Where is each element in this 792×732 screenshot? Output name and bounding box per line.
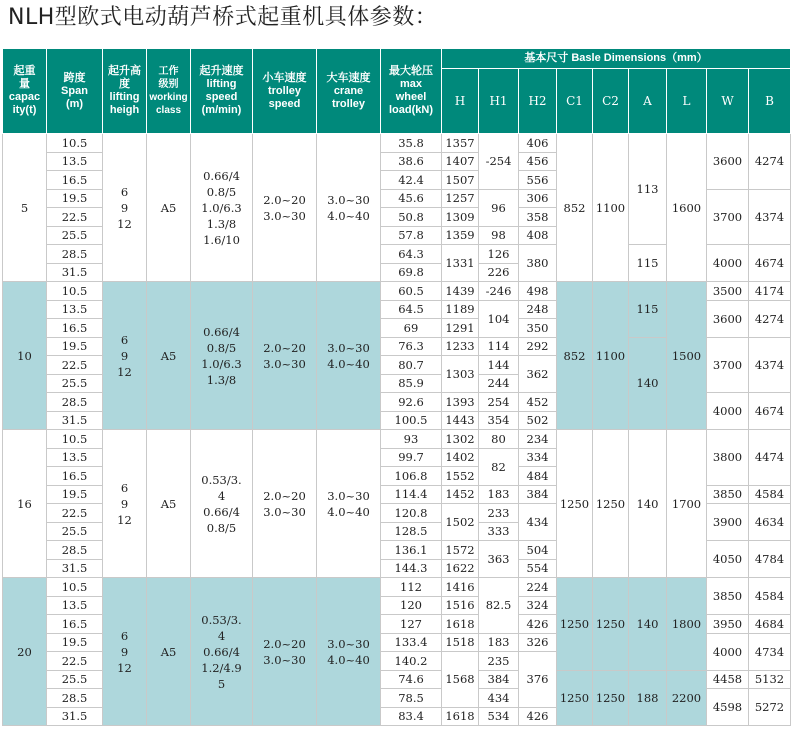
w-cell: 3700: [707, 337, 749, 393]
h1-cell: 82.5: [479, 578, 519, 634]
h1-cell: 96: [479, 189, 519, 226]
b-cell: 4274: [749, 134, 791, 190]
w-cell: 4000: [707, 393, 749, 430]
header-dim-a: A: [629, 69, 667, 134]
load-cell: 106.8: [381, 467, 442, 486]
load-cell: 100.5: [381, 411, 442, 430]
header-dim-l: L: [667, 69, 707, 134]
load-cell: 92.6: [381, 393, 442, 412]
header-span: 跨度 Span (m): [47, 49, 103, 134]
h-cell: 1302: [442, 430, 479, 449]
span-cell: 25.5: [47, 522, 103, 541]
a-cell: 113: [629, 134, 667, 245]
c2-cell: 1100: [593, 134, 629, 282]
header-dim-h: H: [442, 69, 479, 134]
h1-cell: 363: [479, 541, 519, 578]
c2-cell: 1250: [593, 670, 629, 726]
table-row: [3, 282, 791, 301]
parameters-table: [2, 48, 791, 726]
load-cell: 80.7: [381, 356, 442, 375]
h2-cell: 484: [519, 467, 557, 486]
l-cell: 1600: [667, 134, 707, 282]
load-cell: 76.3: [381, 337, 442, 356]
w-cell: 3800: [707, 430, 749, 486]
working-class-cell: A5: [147, 578, 191, 726]
working-class-cell: A5: [147, 134, 191, 282]
h2-cell: 456: [519, 152, 557, 171]
capacity-cell: 20: [3, 578, 47, 726]
h-cell: 1331: [442, 245, 479, 282]
h-cell: 1233: [442, 337, 479, 356]
span-cell: 19.5: [47, 189, 103, 208]
h1-cell: 226: [479, 263, 519, 282]
load-cell: 133.4: [381, 633, 442, 652]
h1-cell: 80: [479, 430, 519, 449]
h2-cell: 326: [519, 633, 557, 652]
w-cell: 4458: [707, 670, 749, 689]
h-cell: 1443: [442, 411, 479, 430]
span-cell: 22.5: [47, 652, 103, 671]
span-cell: 10.5: [47, 282, 103, 301]
lift-height-cell: 6 9 12: [103, 578, 147, 726]
w-cell: 3600: [707, 300, 749, 337]
w-cell: 3850: [707, 485, 749, 504]
h2-cell: 306: [519, 189, 557, 208]
h2-cell: 334: [519, 448, 557, 467]
trolley-speed-cell: 2.0~20 3.0~30: [253, 430, 317, 578]
lift-height-cell: 6 9 12: [103, 282, 147, 430]
capacity-cell: 16: [3, 430, 47, 578]
b-cell: 5272: [749, 689, 791, 726]
header-working-class: 工作 级别 working class: [147, 49, 191, 134]
h1-cell: 144: [479, 356, 519, 375]
h1-cell: 82: [479, 448, 519, 485]
h-cell: 1291: [442, 319, 479, 338]
lift-height-cell: 6 9 12: [103, 430, 147, 578]
l-cell: 1700: [667, 430, 707, 578]
load-cell: 78.5: [381, 689, 442, 708]
load-cell: 85.9: [381, 374, 442, 393]
h2-cell: 498: [519, 282, 557, 301]
b-cell: 4734: [749, 633, 791, 670]
b-cell: 4274: [749, 300, 791, 337]
span-cell: 25.5: [47, 226, 103, 245]
lifting-speed-cell: 0.66/4 0.8/5 1.0/6.3 1.3/8 1.6/10: [191, 134, 253, 282]
h1-cell: 114: [479, 337, 519, 356]
w-cell: 3500: [707, 282, 749, 301]
header-lift-height: 起升高 度 lifting heigh: [103, 49, 147, 134]
span-cell: 10.5: [47, 134, 103, 153]
b-cell: 4174: [749, 282, 791, 301]
h-cell: 1518: [442, 633, 479, 652]
h1-cell: 98: [479, 226, 519, 245]
h1-cell: 384: [479, 670, 519, 689]
l-cell: 1500: [667, 282, 707, 430]
h2-cell: 376: [519, 652, 557, 708]
working-class-cell: A5: [147, 430, 191, 578]
h1-cell: 235: [479, 652, 519, 671]
h1-cell: 126: [479, 245, 519, 264]
span-cell: 16.5: [47, 467, 103, 486]
header-capacity: 起重 量 capac ity(t): [3, 49, 47, 134]
span-cell: 25.5: [47, 670, 103, 689]
table-row: [3, 134, 791, 153]
capacity-cell: 10: [3, 282, 47, 430]
h2-cell: 426: [519, 615, 557, 634]
c1-cell: 852: [557, 134, 593, 282]
span-cell: 16.5: [47, 171, 103, 190]
l-cell: 2200: [667, 670, 707, 726]
w-cell: 4000: [707, 633, 749, 670]
h2-cell: 324: [519, 596, 557, 615]
span-cell: 13.5: [47, 300, 103, 319]
trolley-speed-cell: 2.0~20 3.0~30: [253, 578, 317, 726]
h1-cell: 104: [479, 300, 519, 337]
span-cell: 13.5: [47, 152, 103, 171]
lifting-speed-cell: 0.66/4 0.8/5 1.0/6.3 1.3/8: [191, 282, 253, 430]
lift-height-cell: 6 9 12: [103, 134, 147, 282]
load-cell: 45.6: [381, 189, 442, 208]
header-dim-c1: C1: [557, 69, 593, 134]
b-cell: 4374: [749, 189, 791, 245]
h1-cell: -254: [479, 134, 519, 190]
load-cell: 136.1: [381, 541, 442, 560]
w-cell: 3700: [707, 189, 749, 245]
span-cell: 13.5: [47, 596, 103, 615]
w-cell: 3600: [707, 134, 749, 190]
h1-cell: 254: [479, 393, 519, 412]
h-cell: 1572: [442, 541, 479, 560]
h2-cell: 452: [519, 393, 557, 412]
span-cell: 19.5: [47, 633, 103, 652]
b-cell: 4684: [749, 615, 791, 634]
b-cell: 4584: [749, 578, 791, 615]
load-cell: 69: [381, 319, 442, 338]
span-cell: 28.5: [47, 541, 103, 560]
h-cell: 1416: [442, 578, 479, 597]
c1-cell: 1250: [557, 430, 593, 578]
b-cell: 4474: [749, 430, 791, 486]
h2-cell: 358: [519, 208, 557, 227]
span-cell: 31.5: [47, 559, 103, 578]
a-cell: 140: [629, 578, 667, 671]
crane-speed-cell: 3.0~30 4.0~40: [317, 282, 381, 430]
h-cell: 1568: [442, 652, 479, 708]
span-cell: 22.5: [47, 356, 103, 375]
load-cell: 114.4: [381, 485, 442, 504]
span-cell: 19.5: [47, 337, 103, 356]
lifting-speed-cell: 0.53/3. 4 0.66/4 0.8/5: [191, 430, 253, 578]
h-cell: 1257: [442, 189, 479, 208]
w-cell: 4050: [707, 541, 749, 578]
h2-cell: 434: [519, 504, 557, 541]
header-trolley-speed: 小车速度 trolley speed: [253, 49, 317, 134]
span-cell: 25.5: [47, 374, 103, 393]
h2-cell: 380: [519, 245, 557, 282]
load-cell: 120: [381, 596, 442, 615]
h1-cell: 183: [479, 633, 519, 652]
trolley-speed-cell: 2.0~20 3.0~30: [253, 134, 317, 282]
span-cell: 19.5: [47, 485, 103, 504]
load-cell: 127: [381, 615, 442, 634]
span-cell: 10.5: [47, 430, 103, 449]
h1-cell: 244: [479, 374, 519, 393]
h-cell: 1552: [442, 467, 479, 486]
h-cell: 1502: [442, 504, 479, 541]
a-cell: 140: [629, 430, 667, 578]
h-cell: 1359: [442, 226, 479, 245]
h-cell: 1516: [442, 596, 479, 615]
h2-cell: 556: [519, 171, 557, 190]
table-row: [3, 578, 791, 597]
h-cell: 1618: [442, 615, 479, 634]
h1-cell: 183: [479, 485, 519, 504]
h2-cell: 426: [519, 707, 557, 726]
load-cell: 42.4: [381, 171, 442, 190]
c1-cell: 1250: [557, 670, 593, 726]
lifting-speed-cell: 0.53/3. 4 0.66/4 1.2/4.9 5: [191, 578, 253, 726]
h2-cell: 384: [519, 485, 557, 504]
b-cell: 4784: [749, 541, 791, 578]
load-cell: 69.8: [381, 263, 442, 282]
h1-cell: 354: [479, 411, 519, 430]
span-cell: 13.5: [47, 448, 103, 467]
h-cell: 1507: [442, 171, 479, 190]
load-cell: 60.5: [381, 282, 442, 301]
c2-cell: 1100: [593, 282, 629, 430]
h2-cell: 502: [519, 411, 557, 430]
a-cell: 188: [629, 670, 667, 726]
b-cell: 4674: [749, 393, 791, 430]
h-cell: 1622: [442, 559, 479, 578]
working-class-cell: A5: [147, 282, 191, 430]
h2-cell: 504: [519, 541, 557, 560]
header-crane-speed: 大车速度 crane trolley: [317, 49, 381, 134]
span-cell: 28.5: [47, 393, 103, 412]
h1-cell: 434: [479, 689, 519, 708]
h1-cell: 233: [479, 504, 519, 523]
b-cell: 4584: [749, 485, 791, 504]
c1-cell: 1250: [557, 578, 593, 671]
span-cell: 28.5: [47, 245, 103, 264]
h2-cell: 234: [519, 430, 557, 449]
a-cell: 140: [629, 337, 667, 430]
header-lifting-speed: 起升速度 lifting speed (m/min): [191, 49, 253, 134]
h-cell: 1303: [442, 356, 479, 393]
h2-cell: 350: [519, 319, 557, 338]
header-dim-b: B: [749, 69, 791, 134]
c2-cell: 1250: [593, 578, 629, 671]
load-cell: 93: [381, 430, 442, 449]
header-dim-h1: H1: [479, 69, 519, 134]
b-cell: 5132: [749, 670, 791, 689]
h2-cell: 292: [519, 337, 557, 356]
header-dim-w: W: [707, 69, 749, 134]
crane-speed-cell: 3.0~30 4.0~40: [317, 134, 381, 282]
h-cell: 1407: [442, 152, 479, 171]
header-dim-h2: H2: [519, 69, 557, 134]
h2-cell: 408: [519, 226, 557, 245]
h-cell: 1189: [442, 300, 479, 319]
span-cell: 22.5: [47, 208, 103, 227]
w-cell: 3900: [707, 504, 749, 541]
h2-cell: 554: [519, 559, 557, 578]
span-cell: 16.5: [47, 319, 103, 338]
page-title: NLH型欧式电动葫芦桥式起重机具体参数：: [8, 5, 438, 30]
header-dim-c2: C2: [593, 69, 629, 134]
load-cell: 74.6: [381, 670, 442, 689]
crane-speed-cell: 3.0~30 4.0~40: [317, 578, 381, 726]
load-cell: 50.8: [381, 208, 442, 227]
h2-cell: 224: [519, 578, 557, 597]
h-cell: 1439: [442, 282, 479, 301]
l-cell: 1800: [667, 578, 707, 671]
span-cell: 31.5: [47, 411, 103, 430]
w-cell: 4000: [707, 245, 749, 282]
load-cell: 120.8: [381, 504, 442, 523]
span-cell: 22.5: [47, 504, 103, 523]
span-cell: 10.5: [47, 578, 103, 597]
span-cell: 28.5: [47, 689, 103, 708]
span-cell: 31.5: [47, 707, 103, 726]
b-cell: 4634: [749, 504, 791, 541]
load-cell: 57.8: [381, 226, 442, 245]
span-cell: 31.5: [47, 263, 103, 282]
h-cell: 1393: [442, 393, 479, 412]
a-cell: 115: [629, 245, 667, 282]
w-cell: 4598: [707, 689, 749, 726]
load-cell: 83.4: [381, 707, 442, 726]
load-cell: 64.3: [381, 245, 442, 264]
load-cell: 38.6: [381, 152, 442, 171]
h-cell: 1402: [442, 448, 479, 467]
h1-cell: -246: [479, 282, 519, 301]
table-row: [3, 430, 791, 449]
c1-cell: 852: [557, 282, 593, 430]
b-cell: 4674: [749, 245, 791, 282]
h-cell: 1452: [442, 485, 479, 504]
crane-speed-cell: 3.0~30 4.0~40: [317, 430, 381, 578]
capacity-cell: 5: [3, 134, 47, 282]
load-cell: 99.7: [381, 448, 442, 467]
load-cell: 35.8: [381, 134, 442, 153]
h-cell: 1309: [442, 208, 479, 227]
header-max-wheel-load: 最大轮压 max wheel load(kN): [381, 49, 442, 134]
h2-cell: 406: [519, 134, 557, 153]
w-cell: 3850: [707, 578, 749, 615]
h-cell: 1357: [442, 134, 479, 153]
b-cell: 4374: [749, 337, 791, 393]
span-cell: 16.5: [47, 615, 103, 634]
load-cell: 112: [381, 578, 442, 597]
h2-cell: 248: [519, 300, 557, 319]
load-cell: 128.5: [381, 522, 442, 541]
trolley-speed-cell: 2.0~20 3.0~30: [253, 282, 317, 430]
c2-cell: 1250: [593, 430, 629, 578]
w-cell: 3950: [707, 615, 749, 634]
load-cell: 140.2: [381, 652, 442, 671]
h-cell: 1618: [442, 707, 479, 726]
load-cell: 64.5: [381, 300, 442, 319]
header-basic-dimensions: 基本尺寸 Basle Dimensions（mm）: [442, 49, 791, 69]
h2-cell: 362: [519, 356, 557, 393]
h1-cell: 333: [479, 522, 519, 541]
load-cell: 144.3: [381, 559, 442, 578]
a-cell: 115: [629, 282, 667, 338]
h1-cell: 534: [479, 707, 519, 726]
